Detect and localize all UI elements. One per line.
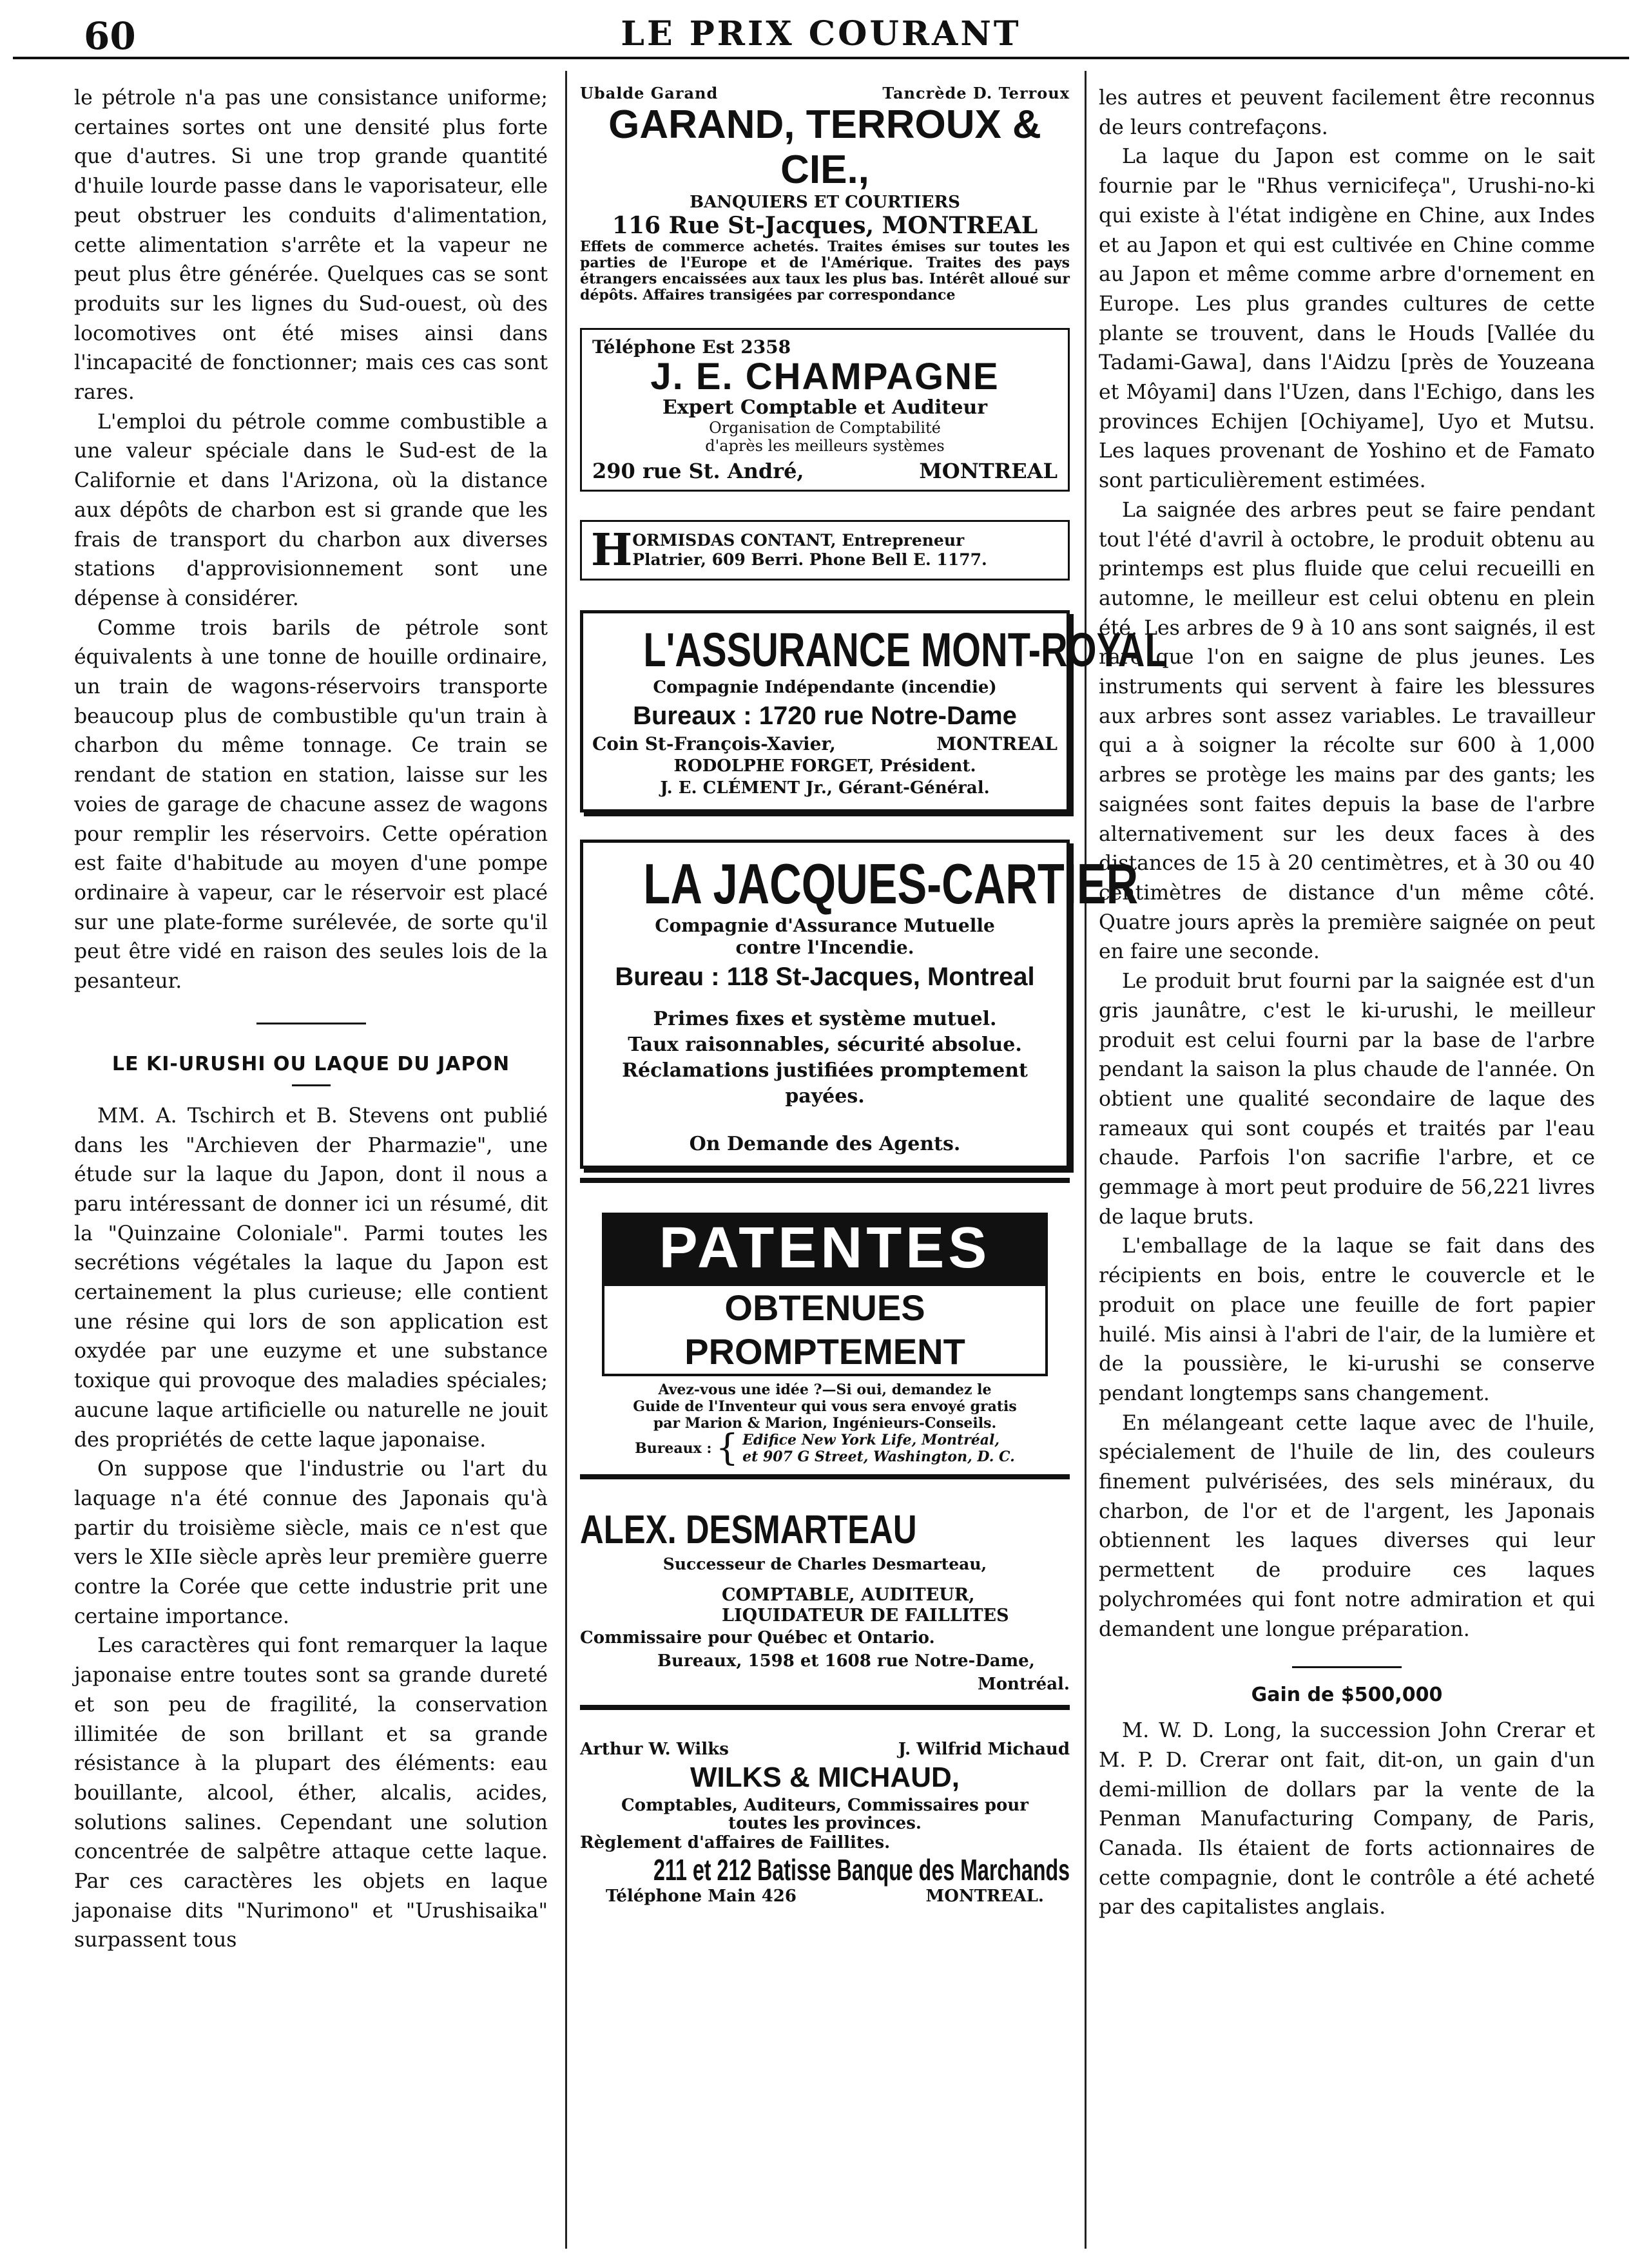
ad-line: ORMISDAS CONTANT, Entrepreneur	[632, 531, 965, 550]
firm-name: L'ASSURANCE MONT-ROYAL	[643, 623, 1168, 677]
article-paragraph: En mélangeant cette laque avec de l'huile, spécialement de l'huile de lin, des couleurs finement pulvérisées, des sels minéraux, du charbon, de l'or et de l'argent, les Japonais obtiennent les laques diverses qui leur permettent de produire ces laques polychromées qui font notre admiration et qui demandent une longue préparation.	[1099, 1411, 1595, 1641]
advertisement-column	[580, 84, 1168, 2242]
firm-role: Expert Comptable et Auditeur	[662, 396, 988, 419]
article-paragraph: Comme trois barils de pétrole sont équivalents à une tonne de houille ordinaire, un train de wagons-réservoirs transporte beaucoup plus de combustible qu'un train à charbon du même tonnage. Ce train se rendant de station en station, laisse sur les voies de garage de chacune assez de wagons pour remplir les réservoirs. Cette opération est faite d'habitude au moyen d'une pompe ordinaire à vapeur, car le réservoir est placé sur une plate-forme surélevée, de sorte qu'il peut être vidé en raison des seules lois de la pesanteur.	[74, 616, 548, 994]
partner-name: Ubalde Garand	[580, 84, 719, 102]
office-address: Edifice New York Life, Montréal,	[742, 1432, 1000, 1448]
article-paragraph: L'emballage de la laque se fait dans des récipients en bois, entre le couvercle et le produit on place une feuille de fort papier huilé. Mis ainsi à l'abri de l'air, de la lumière et de la poussière, le ki-urushi se conserve pendant longtemps sans changement.	[1099, 1235, 1595, 1405]
ad-line: Avez-vous une idée ?—Si oui, demandez le	[658, 1381, 992, 1398]
title-separator	[292, 1084, 331, 1086]
firm-role: LIQUIDATEUR DE FAILLITES	[722, 1606, 1009, 1626]
manager: J. E. CLÉMENT Jr., Gérant-Général.	[660, 778, 990, 798]
ad-line: Règlement d'affaires de Faillites.	[580, 1833, 891, 1852]
ad-line: Commissaire pour Québec et Ontario.	[580, 1628, 935, 1648]
ad-jacques-cartier	[580, 840, 1139, 1169]
ad-separator	[580, 1178, 1070, 1183]
firm-subtitle: Compagnie Indépendante (incendie)	[653, 678, 997, 697]
firm-subtitle: Compagnie d'Assurance Mutuelle	[655, 915, 995, 936]
firm-role: BANQUIERS ET COURTIERS	[690, 193, 960, 212]
section-title: Gain de $500,000	[1251, 1684, 1443, 1707]
brace-glyph: {	[715, 1427, 739, 1469]
article-paragraph: les autres et peuvent facilement être reconnus de leurs contrefaçons.	[1099, 86, 1595, 139]
firm-successor: Successeur de Charles Desmarteau,	[662, 1555, 987, 1573]
right-column	[1099, 84, 1595, 2242]
ad-line: Réclamations justifiées promptement payées.	[622, 1059, 1028, 1108]
ad-line: Guide de l'Inventeur qui vous sera envoyé gratis	[633, 1398, 1017, 1415]
ad-patentes	[580, 1213, 1070, 1469]
partner-name: J. Wilfrid Michaud	[898, 1740, 1070, 1759]
firm-address: 290 rue St. André,	[592, 459, 804, 483]
ad-separator	[580, 1705, 1070, 1710]
running-head: LE PRIX COURANT	[621, 14, 1021, 53]
ad-separator	[580, 1474, 1070, 1479]
president: RODOLPHE FORGET, Président.	[673, 756, 976, 776]
article-paragraph: Les caractères qui font remarquer la laque japonaise entre toutes sont sa grande dureté et son peu de fragilité, la conservation illimitée de son brillant et sa grande résistance à la plupart des éléments: eau bouillante, alcool, éther, alcalis, acides, solutions salines. Cependant une solution concentrée de salpêtre attaque cette laque. Par ces caractères les objets en laque japonaise dits "Nurimono" et "Urushisaika" surpassent tous	[74, 1634, 548, 1952]
ad-line: Taux raisonnables, sécurité absolue.	[628, 1033, 1022, 1056]
firm-role: Comptables, Auditeurs, Commissaires pour	[621, 1796, 1029, 1815]
ad-banner: OBTENUES PROMPTEMENT	[602, 1283, 1048, 1376]
partner-name: Arthur W. Wilks	[580, 1740, 729, 1759]
ad-desmarteau	[580, 1508, 1070, 1696]
firm-address: Bureaux : 1720 rue Notre-Dame	[633, 702, 1017, 730]
ad-line: Platrier, 609 Berri. Phone Bell E. 1177.	[632, 550, 987, 569]
firm-description: Effets de commerce achetés. Traites émises sur toutes les parties de l'Europe et de l'Amérique. Traites des pays étrangers encaissées aux taux les plus bas. Intérêt alloué sur dépôts. Affaires transigées par correspondance	[580, 238, 1070, 303]
drop-initial: H	[591, 524, 633, 576]
page-number: 60	[84, 14, 136, 58]
article-paragraph: On suppose que l'industrie ou l'art du laquage n'a été connue des Japonais qu'à partir du troisième siècle, mais ce n'est que vers le XIIe siècle après leur première guerre contre la Corée que cette industrie prit une certaine importance.	[74, 1457, 548, 1628]
ad-garand-terroux	[580, 84, 1070, 303]
firm-city: MONTREAL	[936, 733, 1058, 754]
ad-wilks-michaud	[580, 1740, 1070, 1906]
telephone: Téléphone Est 2358	[592, 336, 791, 358]
firm-city: Montréal.	[977, 1675, 1070, 1694]
office-address: et 907 G Street, Washington, D. C.	[742, 1448, 1015, 1465]
firm-address: Bureaux, 1598 et 1608 rue Notre-Dame,	[657, 1651, 1035, 1671]
partner-name: Tancrède D. Terroux	[882, 84, 1070, 102]
firm-address: 211 et 212 Batisse Banque des Marchands	[653, 1853, 1070, 1887]
ad-banner: PATENTES	[602, 1213, 1048, 1283]
firm-role: COMPTABLE, AUDITEUR,	[722, 1585, 975, 1605]
firm-city: MONTREAL	[919, 459, 1058, 483]
article-paragraph: M. W. D. Long, la succession John Crerar et M. P. D. Crerar ont fait, dit-on, un gain d'un demi-million de dollars par la vente de la Penman Manufacturing Company, de Paris, Canada. Ils étaient de forts actionnaires de cette compagnie, dont le contrôle a été acheté par des capitalistes anglais.	[1099, 1719, 1595, 1919]
firm-city: MONTREAL.	[925, 1887, 1044, 1906]
header-rule	[13, 57, 1629, 59]
firm-description: d'après les meilleurs systèmes	[705, 437, 945, 455]
ad-line: Primes fixes et système mutuel.	[653, 1008, 997, 1030]
firm-name: GARAND, TERROUX & CIE.,	[608, 102, 1041, 192]
article-paragraph: MM. A. Tschirch et B. Stevens ont publié dans les "Archieven der Pharmazie", une étude sur la laque du Japon, dont il nous a paru intéressant de donner ici un résumé, dit la "Quinzaine Coloniale". Parmi toutes les secrétions végétales la laque du Japon est certainement la plus curieuse; elle contient une résine qui lors de son application est oxydée par une euzyme et une substance toxique qui provoque des maladies spéciales; aucune laque artificielle ou naturelle ne jouit des propriétés de cette laque japonaise.	[74, 1104, 548, 1452]
firm-address: Bureau : 118 St-Jacques, Montreal	[615, 963, 1035, 991]
firm-address: 116 Rue St-Jacques, MONTREAL	[612, 212, 1038, 239]
ad-line: par Marion & Marion, Ingénieurs-Conseils.	[653, 1415, 997, 1432]
firm-name: LA JACQUES-CARTIER	[643, 852, 1139, 916]
article-paragraph: Le produit brut fourni par la saignée est d'un gris jaunâtre, c'est le ki-urushi, le meilleur produit est celui fourni par la base de l'arbre pendant la saison la plus chaude de l'année. On obtient une qualité secondaire de laque des rameaux qui sont coupés et traités par l'eau chaude. Parfois l'on sacrifie l'arbre, et ce gemmage à mort peut produire de 56,221 livres de laque bruts.	[1099, 970, 1595, 1229]
article-paragraph: L'emploi du pétrole comme combustible a une valeur spéciale dans le Sud-est de la Californie et dans l'Arizona, où la distance aux dépôts de charbon est si grande que les frais de transport du charbon aux diverses stations d'approvisionnement sont une dépense à considérer.	[74, 410, 548, 610]
firm-role: toutes les provinces.	[728, 1814, 922, 1833]
firm-name: J. E. CHAMPAGNE	[650, 356, 1000, 398]
article-paragraph: La laque du Japon est comme on le sait fournie par le "Rhus vernicifeça", Urushi-no-ki qui existe à l'état indigène en Chine, aux Indes et au Japon et qui est cultivée en Chine comme au Japon et même comme arbre d'ornement en Europe. Les plus grandes cultures de cette plante se trouvent, dans le Houds [Vallée du Tadami-Gawa], dans l'Aidzu [près de Youzeana et Môyami] dans l'Uzen, dans l'Echigo, dans les provinces Echijen [Ochiyame], Uyo et Mutsu. Les laques provenant de Yoshino et de Famato sont particulièrement estimées.	[1099, 145, 1595, 493]
ad-mont-royal	[580, 610, 1168, 812]
firm-description: Organisation de Comptabilité	[709, 419, 941, 437]
bureaux-label: Bureaux :	[635, 1440, 712, 1457]
firm-name: WILKS & MICHAUD,	[690, 1762, 960, 1793]
firm-name: ALEX. DESMARTEAU	[580, 1508, 917, 1552]
ad-call-to-action: On Demande des Agents.	[689, 1133, 961, 1155]
address-corner: Coin St-François-Xavier,	[592, 733, 836, 754]
telephone: Téléphone Main 426	[606, 1887, 797, 1906]
left-column	[74, 84, 548, 2242]
section-title: LE KI-URUSHI OU LAQUE DU JAPON	[111, 1052, 510, 1075]
firm-subtitle: contre l'Incendie.	[735, 937, 914, 958]
section-separator	[1292, 1666, 1402, 1668]
column-rule-left	[565, 71, 567, 2249]
ad-champagne	[580, 328, 1070, 492]
column-rule-right	[1085, 71, 1087, 2249]
section-separator	[256, 1023, 366, 1024]
ad-contant	[580, 520, 1070, 581]
article-paragraph: le pétrole n'a pas une consistance uniforme; certaines sortes ont une densité plus forte que d'autres. Si une trop grande quantité d'huile lourde passe dans le vaporisateur, elle peut obstruer les conduits d'alimentation, cette alimentation s'arrête et la vapeur ne peut plus être générée. Quelques cas se sont produits sur les lignes du Sud-ouest, où des locomotives ont été mises ainsi dans l'incapacité de fonctionner; mais ces cas sont rares.	[74, 86, 548, 405]
article-paragraph: La saignée des arbres peut se faire pendant tout l'été d'avril à octobre, le produit obtenu au printemps est plus fluide que celui recueilli en automne, le meilleur est celui obtenu en plein été. Les arbres de 9 à 10 ans sont saignés, il est rare que l'on en saigne de plus jeunes. Les instruments qui servent à faire les blessures aux arbres sont assez variables. Le travailleur qui a à soigner la récolte sur 600 à 1,000 arbres se protège les mains par des gants; les saignées sont faites depuis la base de l'arbre alternativement sur les deux faces à des distances de 15 à 20 centimètres, et à 30 ou 40 centimètres de distance d'un même côté. Quatre jours après la première saignée on peut en faire une seconde.	[1099, 498, 1595, 964]
